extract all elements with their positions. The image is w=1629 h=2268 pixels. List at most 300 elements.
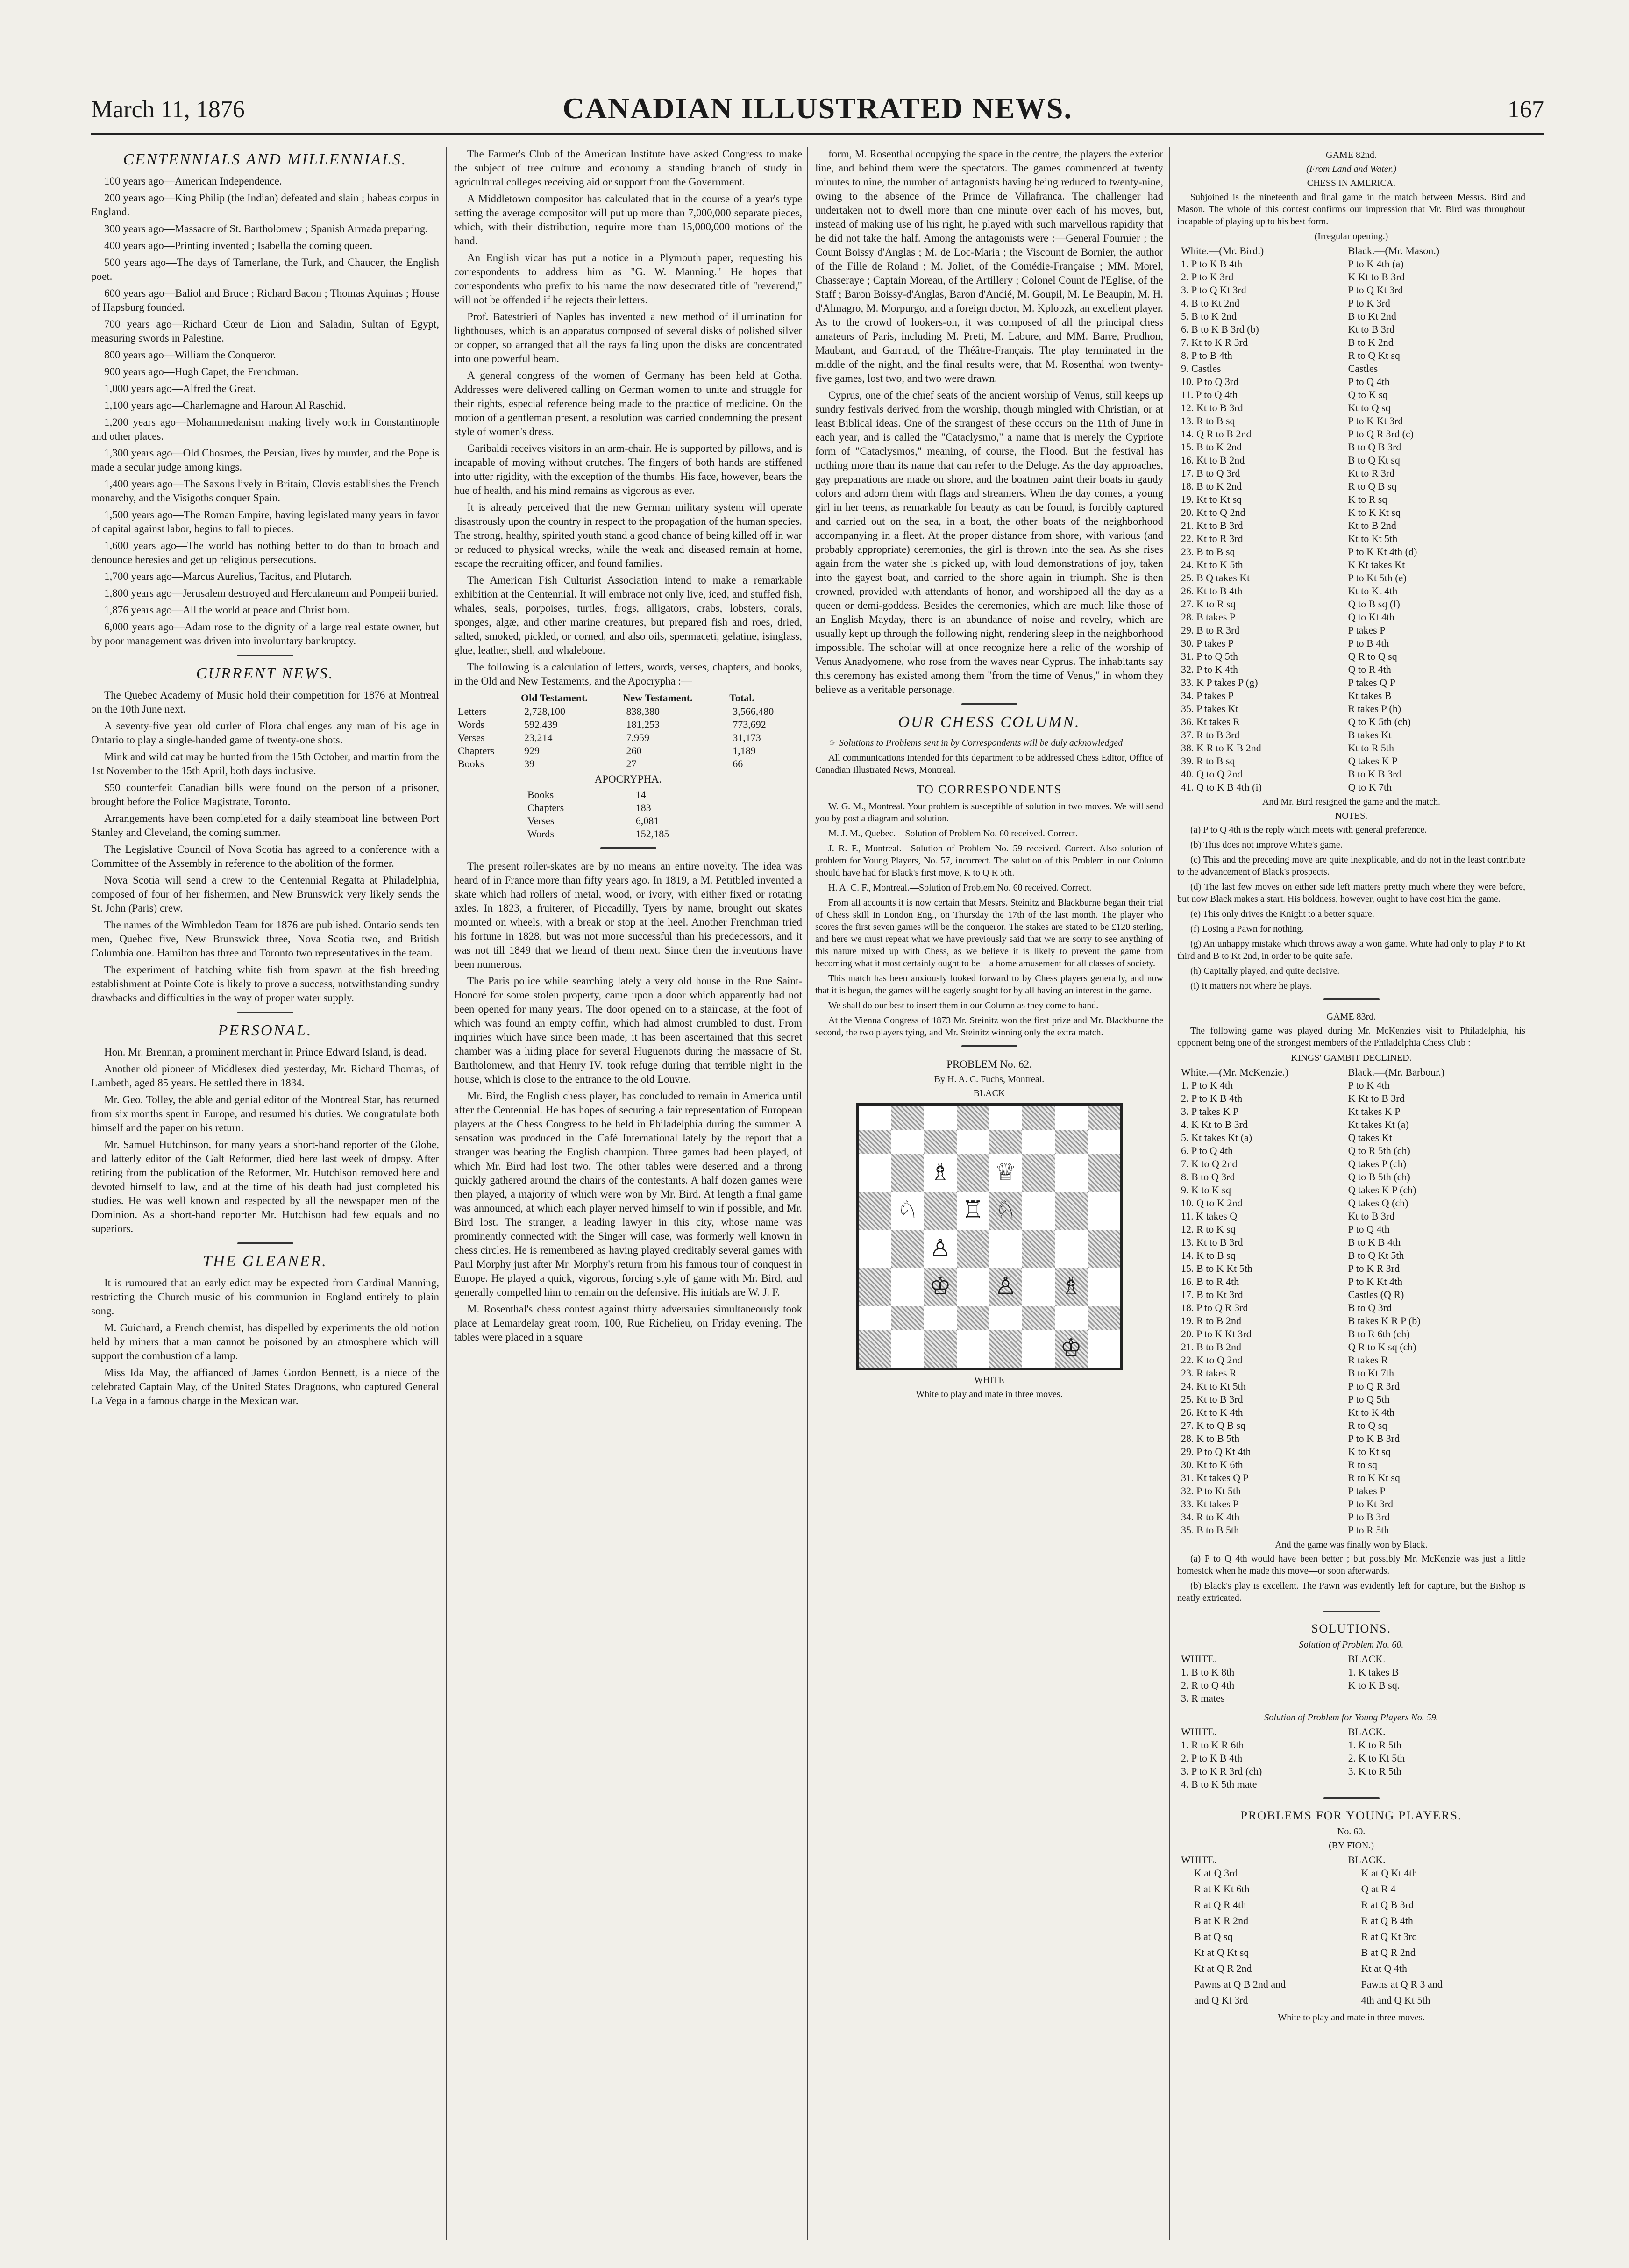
table-cell: 9. K to K sq <box>1181 1184 1231 1196</box>
game-opening: (Irregular opening.) <box>1314 231 1388 242</box>
apocrypha-title: APOCRYPHA. <box>594 773 662 785</box>
table-cell: P to Q 4th <box>1348 376 1390 387</box>
table-cell: P to Q 5th <box>1348 1393 1390 1405</box>
page-number: 167 <box>1508 96 1544 123</box>
paragraph: B at Q sq <box>1194 1931 1233 1942</box>
black-player: Black.—(Mr. Barbour.) <box>1348 1066 1445 1078</box>
game-title: GAME 82nd. <box>1326 150 1377 160</box>
table-cell: 30. P takes P <box>1181 637 1234 649</box>
board-square <box>989 1106 1022 1130</box>
table-cell: P to K 4th (a) <box>1348 258 1404 270</box>
paragraph: The present roller-skates are by no means an entire novelty. The idea was heard of in France more than fifty years ago. In 1819, a M. Petitbled invented a skate which had rollers of metal, wood, or ivory, with either fixed or rotating axles. In 1823, a fruiterer, of Piccadilly, Tyers by name, brought out skates mounted on wheels, with a break or stop at the heel. Another Frenchman tried his fortune in 1828, but was not more successful than his predecessors, and it was not till 1849 that we heard of them next. Since then the inventions have been numerous. <box>454 860 802 970</box>
article-body <box>91 688 439 1005</box>
game-moves-table <box>1177 244 1525 794</box>
board-square: ♗ <box>929 1159 951 1186</box>
paragraph: R at Q Kt 3rd <box>1361 1931 1417 1942</box>
table-cell: 23. B to B sq <box>1181 546 1235 557</box>
table-cell: 6,081 <box>635 815 659 827</box>
paragraph: 200 years ago—King Philip (the Indian) defeated and slain ; habeas corpus in England. <box>91 192 439 218</box>
paragraph: B at K R 2nd <box>1194 1915 1249 1926</box>
chess-address: All communications intended for this department to be addressed Chess Editor, Office of Canadian Illustrated News, Montreal. <box>815 753 1163 775</box>
young-players-number: No. 60. <box>1337 1826 1366 1837</box>
column-divider <box>807 147 808 2240</box>
paragraph: 300 years ago—Massacre of St. Bartholomew ; Spanish Armada preparing. <box>104 223 428 235</box>
table-cell <box>1344 1692 1525 1705</box>
table-cell: 15. B to K Kt 5th <box>1181 1262 1252 1274</box>
table-row <box>1177 323 1525 336</box>
table-cell: B takes Kt <box>1348 729 1392 741</box>
table-cell: K to Kt sq <box>1348 1446 1391 1457</box>
paragraph: It is rumoured that an early edict may be expected from Cardinal Manning, restricting the Church music of his communion in England entirely to plain song. <box>91 1277 439 1317</box>
table-row <box>1177 1301 1525 1314</box>
table-cell: 19. Kt to Kt sq <box>1181 493 1242 505</box>
table-row <box>1177 650 1525 663</box>
paragraph: The names of the Wimbledon Team for 1876 are published. Ontario sends ten men, Quebec five, New Brunswick three, Nova Scotia two, and British Columbia one. Hamilton has three and Toronto two representatives in the team. <box>91 919 439 959</box>
table-row <box>1177 663 1525 676</box>
board-square: ♔ <box>1055 1330 1088 1368</box>
board-square <box>1055 1230 1088 1268</box>
table-cell: Q takes K P <box>1348 755 1398 767</box>
table-cell: 23. R takes R <box>1181 1367 1237 1379</box>
table-cell: Kt takes Kt (a) <box>1348 1119 1409 1130</box>
board-square <box>859 1330 891 1368</box>
table-cell: R takes P (h) <box>1348 703 1401 714</box>
article-body <box>815 147 1163 697</box>
paragraph: This match has been anxiously looked forward to by Chess players generally, and now that it is begun, the games will be eagerly sought for by all having an interest in the game. <box>815 973 1163 996</box>
table-cell: Kt to Q sq <box>1348 402 1391 414</box>
board-square <box>957 1268 989 1305</box>
column-4 <box>1177 147 1525 2240</box>
table-cell: Kt to B 2nd <box>1348 520 1396 531</box>
table-cell: Kt takes K P <box>1348 1105 1401 1117</box>
section-separator <box>237 1242 293 1244</box>
table-cell: 7. K to Q 2nd <box>1181 1158 1238 1170</box>
table-row <box>524 788 733 801</box>
table-cell: P takes Q P <box>1348 677 1395 688</box>
table-cell: Kt to R 5th <box>1348 742 1394 754</box>
table-cell: 2. K to Kt 5th <box>1348 1752 1405 1764</box>
table-cell: P to Q R 3rd (c) <box>1348 428 1414 440</box>
table-cell: 10. Q to K 2nd <box>1181 1197 1243 1209</box>
table-cell: 838,380 <box>626 706 660 717</box>
board-square <box>989 1230 1022 1268</box>
table-row <box>1177 1092 1525 1105</box>
paragraph: $50 counterfeit Canadian bills were found on the person of a prisoner, brought before the Police Magistrate, Toronto. <box>91 782 439 807</box>
paragraph: 1,200 years ago—Mohammedanism making lively work in Constantinople and other places. <box>91 416 439 442</box>
paragraph: K at Q Kt 4th <box>1361 1867 1417 1879</box>
table-cell: B to Q Kt sq <box>1348 454 1400 466</box>
table-cell: P takes P <box>1348 624 1386 636</box>
table-row <box>1177 519 1525 532</box>
table-cell: 23,214 <box>524 732 553 743</box>
paragraph: Mr. Samuel Hutchinson, for many years a short-hand reporter of the Globe, and latterly editor of the Galt Reformer, died here last week of dropsy. After retiring from the publication of the Reformer, Mr. Hutchison removed here and devoted himself to law, and at the time of his death had just completed his studies. He was well known and respected by all the newspaper men of the Dominion. As a short-hand reporter Mr. Hutchison had few equals and no superiors. <box>91 1139 439 1234</box>
table-cell: 29. B to R 3rd <box>1181 624 1240 636</box>
young-players-title: PROBLEMS FOR YOUNG PLAYERS. <box>1240 1809 1462 1822</box>
table-row <box>1177 585 1525 598</box>
table-row <box>1177 271 1525 284</box>
table-cell: 30. Kt to K 6th <box>1181 1459 1243 1470</box>
table-row <box>1177 781 1525 794</box>
table-row <box>1177 532 1525 545</box>
paragraph: (f) Losing a Pawn for nothing. <box>1190 924 1304 934</box>
table-cell: 3. K to R 5th <box>1348 1765 1401 1777</box>
paragraph: 100 years ago—American Independence. <box>104 175 282 187</box>
game-moves-table <box>1177 1066 1525 1537</box>
table-row <box>524 814 733 827</box>
table-cell: R to Q Kt sq <box>1348 349 1400 361</box>
paragraph: (b) This does not improve White's game. <box>1190 840 1343 850</box>
table-cell: 29. P to Q Kt 4th <box>1181 1446 1251 1457</box>
table-cell: R to Q B sq <box>1348 480 1397 492</box>
table-row <box>1177 1131 1525 1144</box>
board-square <box>891 1268 924 1305</box>
table-cell: 14. Q R to B 2nd <box>1181 428 1252 440</box>
table-cell: Castles (Q R) <box>1348 1289 1404 1300</box>
column-header: WHITE. <box>1181 1653 1217 1665</box>
table-cell: 28. K to B 5th <box>1181 1433 1240 1444</box>
paragraph: Mink and wild cat may be hunted from the 15th October, and martin from the 1st November to the 15th April, both days inclusive. <box>91 751 439 777</box>
paragraph: Mr. Bird, the English chess player, has concluded to remain in America until after the Centennial. He has hopes of securing a fair representation of European players at the Chess Congress to be held in Philadelphia during the summer. A sensation was produced in the Café International lately by the report that a stranger was beating the English champion. Three games had been played, of which Mr. Bird had lost two. The other tables were deserted and a throng quickly gathered around the chairs of the contestants. A half dozen games were then played, a majority of which were won by Mr. Bird. At length a final game was announced, at which each player nerved himself to win if possible, and Mr. Bird lost. The stranger, a leading lawyer in this city, whose name was prominently connected with the Singer will case, was formerly well known in chess circles. He is remembered as having played creditably several games with Paul Morphy just after Mr. Morphy's return from his famous tour of conquest in Europe. He played a quick, vigorous, forcing style of game with Mr. Bird, and generally compelled him to remain on the defensive. His initials are W. J. F. <box>454 1090 802 1298</box>
table-row <box>524 801 733 814</box>
table-row <box>1177 1406 1525 1419</box>
board-square <box>859 1130 891 1154</box>
table-cell: 1. P to K 4th <box>1181 1079 1233 1091</box>
table-cell: 17. B to Kt 3rd <box>1181 1289 1243 1300</box>
table-cell: B to Q B 3rd <box>1348 441 1401 453</box>
solutions-title: SOLUTIONS. <box>1311 1622 1391 1635</box>
board-square <box>859 1154 891 1192</box>
table-cell: R to K Kt sq <box>1348 1472 1400 1483</box>
paragraph: (d) The last few moves on either side left matters pretty much where they were before, but now Black makes a start. His boldness, however, ought to have cost him the game. <box>1177 882 1525 904</box>
table-cell: 6. P to Q 4th <box>1181 1145 1233 1156</box>
table-body <box>1177 1666 1525 1705</box>
table-body <box>454 705 802 770</box>
table-cell: Books <box>527 789 554 800</box>
table-cell: Chapters <box>527 802 564 813</box>
game-notes <box>1177 1553 1525 1604</box>
table-cell: 4. B to Kt 2nd <box>1181 297 1240 309</box>
table-row <box>1177 454 1525 467</box>
table-cell: 22. K to Q 2nd <box>1181 1354 1243 1366</box>
table-cell: 13. R to B sq <box>1181 415 1235 427</box>
table-row <box>1177 1380 1525 1393</box>
board-square <box>1055 1106 1088 1130</box>
table-row <box>1177 1327 1525 1341</box>
section-heading: CENTENNIALS AND MILLENNIALS. <box>123 151 407 168</box>
paragraph: Mr. Geo. Tolley, the able and genial editor of the Montreal Star, has returned from six months spent in Europe, and resumed his duties. We congratulate both himself and the paper on his return. <box>91 1094 439 1134</box>
table-cell: 13. Kt to B 3rd <box>1181 1236 1243 1248</box>
paragraph: 1,600 years ago—The world has nothing better to do than to broach and denounce heresies and get up religious persecutions. <box>91 540 439 565</box>
paragraph: An English vicar has put a notice in a Plymouth paper, requesting his correspondents to address him as "G. W. Manning." He hopes that correspondents who prefix to his name the now desecrated title of "reverend," will not be offended if he rejects their letters. <box>454 252 802 306</box>
table-cell: 26. Kt to B 4th <box>1181 585 1243 597</box>
table-cell: P to Q R 3rd <box>1348 1380 1400 1392</box>
column-header: WHITE. <box>1181 1726 1217 1738</box>
board-square: ♗ <box>1055 1268 1088 1305</box>
white-player: White.—(Mr. Bird.) <box>1181 245 1264 257</box>
table-cell: 2,728,100 <box>524 706 565 717</box>
paragraph: 1,300 years ago—Old Chosroes, the Persian, lives by murder, and the Pope is made a secular judge among kings. <box>91 447 439 473</box>
table-row <box>1177 1079 1525 1092</box>
game-result: And the game was finally won by Black. <box>1275 1540 1428 1550</box>
table-cell: B to R 6th (ch) <box>1348 1328 1410 1340</box>
table-row <box>1177 689 1525 702</box>
table-row <box>1177 1288 1525 1301</box>
correspondents-body <box>815 800 1163 1039</box>
table-cell: 27 <box>626 758 637 770</box>
game-intro: The following game was played during Mr. McKenzie's visit to Philadelphia, his opponent being one of the strongest members of the Philadelphia Chess Club : <box>1177 1026 1525 1048</box>
table-row <box>1177 1666 1525 1679</box>
table-cell: 8. B to Q 3rd <box>1181 1171 1235 1183</box>
table-cell: 25. Kt to B 3rd <box>1181 1393 1243 1405</box>
table-cell: Q to K 5th (ch) <box>1348 716 1411 727</box>
paragraph: Cyprus, one of the chief seats of the ancient worship of Venus, still keeps up sundry festivals derived from the worship, though mingled with Christian, or at least Biblical ideas. One of the strangest of these occurs on the 11th of June in each year, and is called the "Cataclysmo," a name that is merely the Cypriote form of "Cataclysmos," meaning, of course, the Flood. But the festival has nothing more than its name that can refer to the Deluge. As the day approaches, gay preparations are made on shore, and the boatmen paint their boats in gaudy colors and adorn them with flags and streamers. When the day comes, a young girl in her teens, as remarkable for beauty as can be found, is forcibly captured and carried out on the sea, in a boat, the other boats of the neighborhood accompanying in a fleet. At the proper distance from shore, with various (and probably appropriate) ceremonies, the girl is thrown into the sea. As she rises again from the water she is picked up, with loud demonstrations of joy, taken into the gayest boat, and carried to the shore again in triumph. She is then crowned, provided with attendants of honor, and worshipped all the day as a queen or demi-goddess. Besides the ceremonies, which are much like those of an English Mayday, there is an abundance of noise and revelry, which are usually kept up through the following night, rendering sleep in the neighborhood impossible. The scholar will at once recognize here a relic of the worship of Venus Anadyomene, who rose from the waves near Cyprus. The inhabitants say this ceremony has existed among them "from the time of Venus," in whom they believe as a veritable personage. <box>815 389 1163 695</box>
table-cell: 37. R to B 3rd <box>1181 729 1240 741</box>
paragraph: 1,876 years ago—All the world at peace and Christ born. <box>104 604 350 616</box>
table-cell: 929 <box>524 745 540 756</box>
column-header: WHITE. <box>1181 1854 1217 1866</box>
table-cell: P to Q Kt 3rd <box>1348 284 1403 296</box>
board-square <box>1088 1106 1120 1130</box>
paragraph: We shall do our best to insert them in our Column as they come to hand. <box>828 1000 1099 1011</box>
table-cell: P to B 3rd <box>1348 1511 1390 1523</box>
table-cell: 38. K R to K B 2nd <box>1181 742 1261 754</box>
table-cell: Q R to Q sq <box>1348 650 1397 662</box>
table-row <box>1177 1184 1525 1197</box>
table-cell: Q to K 7th <box>1348 781 1392 793</box>
column-header: BLACK. <box>1348 1854 1386 1866</box>
white-player: White.—(Mr. McKenzie.) <box>1181 1066 1288 1078</box>
white-pieces <box>1177 1867 1344 2010</box>
article-body <box>454 147 802 688</box>
notes-title: NOTES. <box>1335 811 1368 821</box>
board-square <box>1088 1306 1120 1330</box>
paragraph: Q at R 4 <box>1361 1883 1396 1895</box>
chess-board <box>856 1103 1123 1370</box>
paragraph: Another old pioneer of Middlesex died yesterday, Mr. Richard Thomas, of Lambeth, aged 85 years. He settled there in 1834. <box>91 1063 439 1089</box>
table-cell: 7,959 <box>626 732 650 743</box>
table-cell: 4. B to K 5th mate <box>1181 1778 1257 1790</box>
table-cell: 27. K to Q B sq <box>1181 1419 1246 1431</box>
table-cell: R to sq <box>1348 1459 1377 1470</box>
board-square <box>1022 1268 1055 1305</box>
table-cell: 34. P takes P <box>1181 690 1234 701</box>
table-row <box>1177 1236 1525 1249</box>
table-cell: Q takes K P (ch) <box>1348 1184 1416 1196</box>
board-square <box>859 1192 891 1230</box>
article-body <box>91 174 439 648</box>
table-row <box>1177 1739 1525 1752</box>
table-cell: Kt to B 3rd <box>1348 1210 1395 1222</box>
column-divider <box>1169 147 1170 2240</box>
table-row <box>1177 467 1525 480</box>
table-row <box>524 827 733 841</box>
board-square <box>1022 1130 1055 1154</box>
paragraph: A Middletown compositor has calculated that in the course of a year's type setting the average compositor will put up more than 7,000,000 separate pieces, which, with their distribution, require more than 15,000,000 motions of the hand. <box>454 193 802 247</box>
table-cell: 24. Kt to Kt 5th <box>1181 1380 1246 1392</box>
table-row <box>454 744 802 757</box>
table-cell: K Kt to B 3rd <box>1348 1092 1405 1104</box>
board-square: ♙ <box>929 1235 951 1262</box>
table-row <box>1177 1144 1525 1157</box>
table-body <box>524 788 733 841</box>
table-row <box>1177 1471 1525 1484</box>
board-square <box>1022 1106 1055 1130</box>
table-cell: 183 <box>635 802 651 813</box>
board-square: ♘ <box>989 1192 1022 1230</box>
solutions-subtitle: Solution of Problem No. 60. <box>1299 1640 1404 1650</box>
table-cell: P to K B 3rd <box>1348 1433 1400 1444</box>
table-cell: P to B 4th <box>1348 637 1389 649</box>
column-1 <box>91 147 439 2240</box>
table-cell: 27. K to R sq <box>1181 598 1236 610</box>
table-row <box>1177 1419 1525 1432</box>
solution-table <box>1177 1653 1525 1705</box>
table-row <box>1177 1314 1525 1327</box>
board-square <box>957 1306 989 1330</box>
article-body <box>91 1045 439 1236</box>
board-square <box>859 1306 891 1330</box>
table-cell: 3. P takes K P <box>1181 1105 1239 1117</box>
table-cell: 35. P takes Kt <box>1181 703 1238 714</box>
section-separator <box>1323 1797 1380 1799</box>
paragraph: 1,400 years ago—The Saxons lively in Britain, Clovis establishes the French monarchy, and the Visigoths conquer Spain. <box>91 478 439 504</box>
table-cell: 5. Kt takes Kt (a) <box>1181 1132 1252 1143</box>
paragraph: Miss Ida May, the affianced of James Gordon Bennett, is a niece of the celebrated Captain May, of the United States Dragoons, who captured General La Vega in a famous charge in the Mexican war. <box>91 1367 439 1406</box>
table-cell: 40. Q to Q 2nd <box>1181 768 1243 780</box>
board-square <box>891 1130 924 1154</box>
table-cell: 31. Kt takes Q P <box>1181 1472 1249 1483</box>
table-row <box>1177 1249 1525 1262</box>
game-subtitle: CHESS IN AMERICA. <box>1307 178 1396 188</box>
paragraph: Kt at Q R 2nd <box>1194 1962 1252 1974</box>
section-separator <box>961 703 1017 705</box>
paragraph: M. Guichard, a French chemist, has dispelled by experiments the old notion held by miners that a man cannot be poisoned by an atmosphere which will support the combustion of a lamp. <box>91 1322 439 1362</box>
paragraph: The Quebec Academy of Music hold their competition for 1876 at Montreal on the 10th June next. <box>91 689 439 715</box>
table-cell: Verses <box>458 732 485 743</box>
column-header: BLACK. <box>1348 1726 1386 1738</box>
table-cell: 152,185 <box>635 828 669 840</box>
table-row <box>1177 624 1525 637</box>
board-square: ♙ <box>989 1268 1022 1305</box>
column-divider <box>446 147 447 2240</box>
table-cell: 2. P to K 3rd <box>1181 271 1234 283</box>
table-row <box>1177 414 1525 428</box>
paragraph: 500 years ago—The days of Tamerlane, the Turk, and Chaucer, the English poet. <box>91 257 439 282</box>
paragraph: The American Fish Culturist Association intend to make a remarkable exhibition at the Centennial. It will embrace not only live, iced, and stuffed fish, whales, seals, porpoises, turtles, frogs, alligators, crabs, lobsters, corals, sponges, algæ, and other marine creatures, but prepared fish and roes, dried, salted, smoked, pickled, or corned, and also oils, spermaceti, gelatine, isinglass, glue, leather, shell, and whalebone. <box>454 574 802 656</box>
table-row <box>1177 388 1525 401</box>
board-square <box>1088 1130 1120 1154</box>
board-square <box>989 1330 1022 1368</box>
table-cell: B to Kt 7th <box>1348 1367 1394 1379</box>
table-cell: Kt to R 3rd <box>1348 467 1395 479</box>
table-cell: 3. R mates <box>1181 1692 1225 1704</box>
table-cell: 6. B to K B 3rd (b) <box>1181 323 1259 335</box>
table-row <box>1177 1105 1525 1118</box>
table-cell: 26. Kt to K 4th <box>1181 1406 1243 1418</box>
table-cell: 36. Kt takes R <box>1181 716 1240 727</box>
paragraph: 1,100 years ago—Charlemagne and Haroun Al Raschid. <box>104 399 346 411</box>
table-cell: R to Q sq <box>1348 1419 1387 1431</box>
board-square <box>1022 1192 1055 1230</box>
table-cell: 31,173 <box>733 732 761 743</box>
correspondents-heading: TO CORRESPONDENTS <box>916 783 1062 796</box>
table-cell: 20. Kt to Q 2nd <box>1181 506 1245 518</box>
table-cell: 18. B to K 2nd <box>1181 480 1242 492</box>
table-cell: 3. P to Q Kt 3rd <box>1181 284 1246 296</box>
board-label-white: WHITE <box>974 1375 1004 1385</box>
table-row <box>1177 1223 1525 1236</box>
table-row <box>1177 480 1525 493</box>
chess-note <box>815 737 1163 749</box>
table-row <box>1177 428 1525 441</box>
table-cell: 773,692 <box>733 719 766 730</box>
table-cell: 12. Kt to B 3rd <box>1181 402 1243 414</box>
paragraph: (h) Capitally played, and quite decisive. <box>1190 966 1340 976</box>
table-row <box>1177 545 1525 558</box>
table-row <box>1177 310 1525 323</box>
young-players-subtitle: Solution of Problem for Young Players No. 59. <box>1264 1712 1438 1723</box>
table-row <box>1177 1170 1525 1184</box>
table-cell: P takes P <box>1348 1485 1386 1497</box>
table-cell: Q takes Q (ch) <box>1348 1197 1408 1209</box>
paragraph: M. Rosenthal's chess contest against thirty adversaries simultaneously took place at Lemardelay great room, 100, Rue Richelieu, on Friday evening. The tables were placed in a square <box>454 1303 802 1343</box>
table-cell: 21. Kt to B 3rd <box>1181 520 1243 531</box>
paragraph: From all accounts it is now certain that Messrs. Steinitz and Blackburne began their trial of Chess skill in London Eng., on Thursday the 17th of the last month. The player who scores the first seven games will be the conqueror. The stakes are stated to be £120 sterling, and here we must repeat what we have previously said that we are sorry to see anything of this nature mixed up with Chess, as we believe it is likely to prevent the game from becoming what it most certainly ought to be—a home amusement for all classes of society. <box>815 898 1163 969</box>
board-square <box>957 1106 989 1130</box>
column-header: BLACK. <box>1348 1653 1386 1665</box>
game-title: GAME 83rd. <box>1326 1012 1376 1022</box>
paragraph: 1,800 years ago—Jerusalem destroyed and Herculaneum and Pompeii buried. <box>104 587 439 599</box>
paragraph: At the Vienna Congress of 1873 Mr. Steinitz won the first prize and Mr. Blackburne the second, the two players tying, and Mr. Steinitz winning only the extra match. <box>815 1015 1163 1038</box>
table-cell: Q to K sq <box>1348 389 1388 400</box>
table-row <box>1177 702 1525 715</box>
table-cell: 3,566,480 <box>733 706 774 717</box>
table-row <box>1177 401 1525 414</box>
board-square <box>957 1130 989 1154</box>
table-row <box>1177 1197 1525 1210</box>
table-row <box>1177 755 1525 768</box>
table-cell: 2. P to K B 4th <box>1181 1092 1243 1104</box>
board-square: ♖ <box>962 1197 984 1224</box>
table-cell: 8. P to B 4th <box>1181 349 1232 361</box>
board-square <box>891 1306 924 1330</box>
chess-column-heading: OUR CHESS COLUMN. <box>898 713 1081 731</box>
table-cell: 21. B to B 2nd <box>1181 1341 1241 1353</box>
table-cell: Q to B sq (f) <box>1348 598 1400 610</box>
table-row <box>1177 297 1525 310</box>
table-row <box>1177 257 1525 271</box>
paragraph: and Q Kt 3rd <box>1194 1994 1248 2006</box>
table-cell: P to K 3rd <box>1348 297 1390 309</box>
board-square <box>1055 1192 1088 1230</box>
board-square <box>859 1268 891 1305</box>
paragraph: J. R. F., Montreal.—Solution of Problem No. 59 received. Correct. Also solution of problem for Young Players, No. 57, incorrect. The solution of this Problem in our Column should have had for Black's first move, K to Q R 5th. <box>815 843 1163 878</box>
table-cell: P to Kt 5th (e) <box>1348 572 1407 584</box>
table-cell: 1. R to K R 6th <box>1181 1739 1244 1751</box>
paragraph: W. G. M., Montreal. Your problem is susceptible of solution in two moves. We will send you by post a diagram and solution. <box>815 801 1163 824</box>
board-square: ♕ <box>995 1159 1017 1186</box>
board-square <box>1088 1330 1120 1368</box>
table-cell: Q to R 4th <box>1348 663 1391 675</box>
table-cell: 39. R to B sq <box>1181 755 1235 767</box>
table-cell: 592,439 <box>524 719 558 730</box>
paragraph: Pawns at Q R 3 and <box>1361 1978 1443 1990</box>
table-cell: Q to R 5th (ch) <box>1348 1145 1410 1156</box>
table-cell: 32. P to Kt 5th <box>1181 1485 1241 1497</box>
table-row <box>1177 1765 1525 1778</box>
paragraph: Arrangements have been completed for a daily steamboat line between Port Stanley and Cleveland, the coming summer. <box>91 813 439 838</box>
table-cell: P to Q 4th <box>1348 1223 1390 1235</box>
